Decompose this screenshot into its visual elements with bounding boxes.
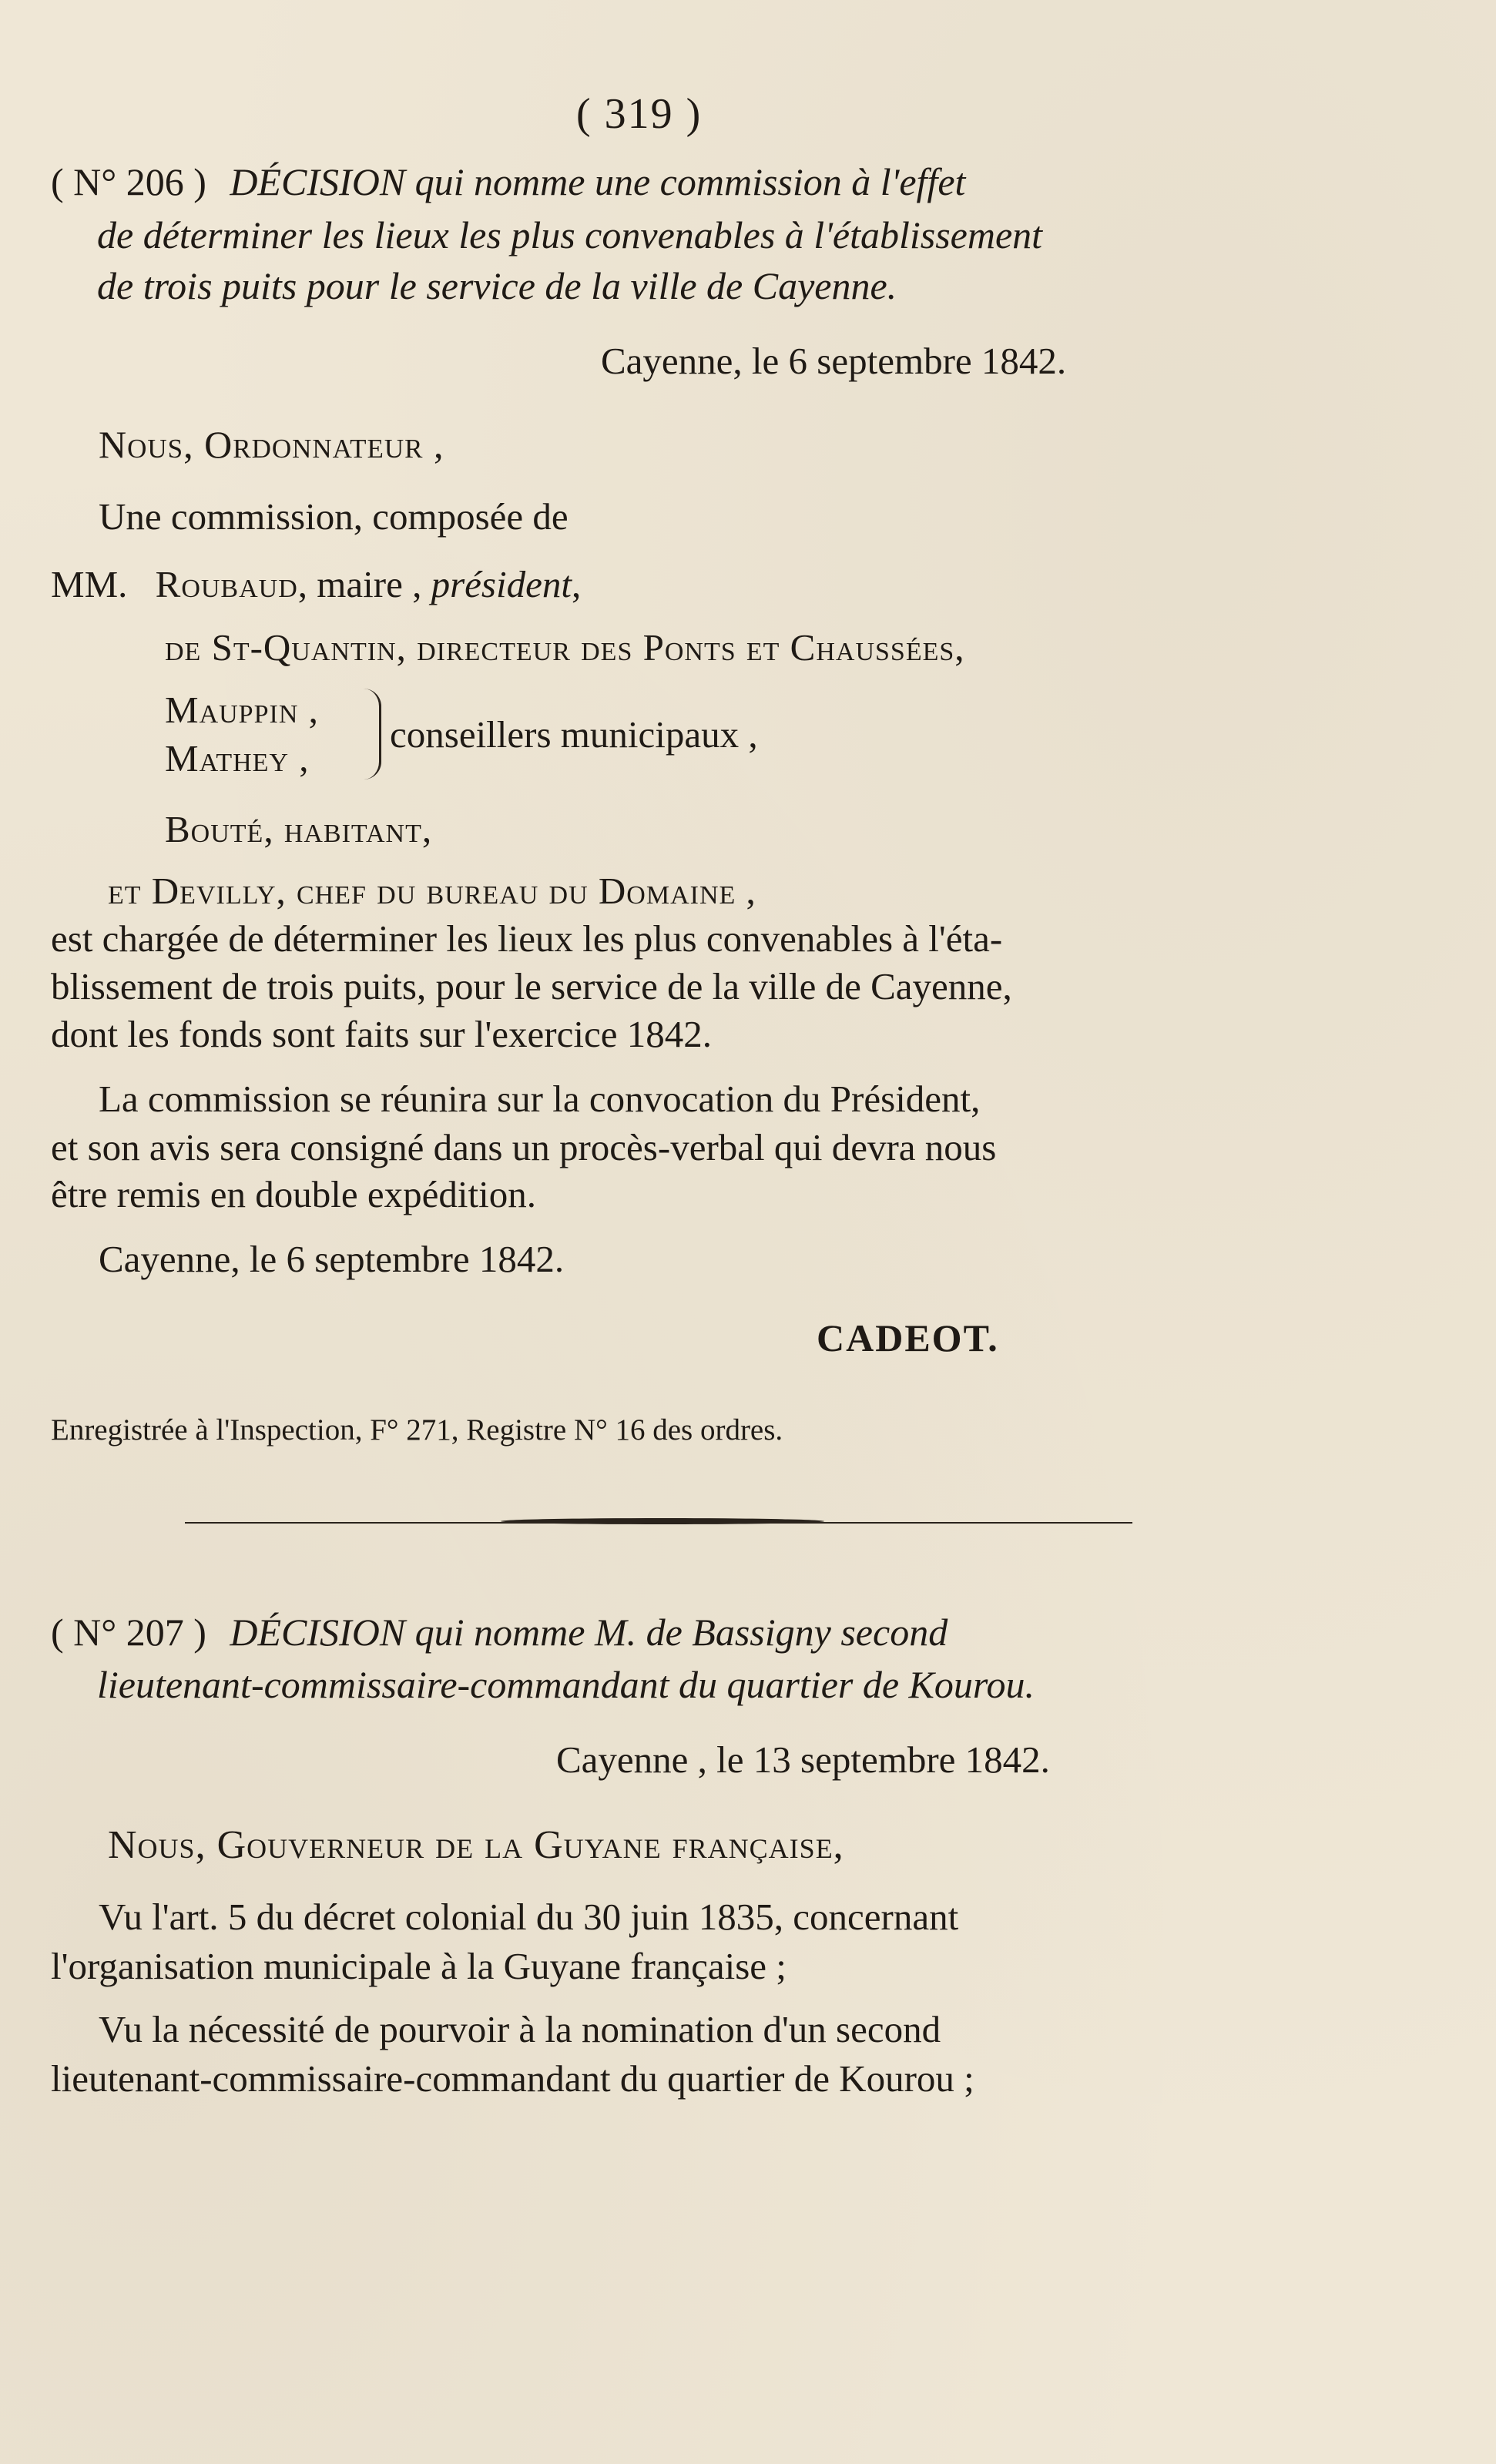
decision-206-para1-line3: dont les fonds sont faits sur l'exercice 1842. (51, 1013, 712, 1055)
decision-207-nous: Nous, Gouverneur de la Guyane française, (108, 1823, 844, 1867)
decision-206-title-line-1 (51, 159, 1268, 204)
decision-207-number: ( N° 207 ) (51, 1611, 206, 1654)
brace-mark (364, 689, 381, 779)
decision-206-number: ( N° 206 ) (51, 160, 206, 203)
decision-207-vu2-line1: Vu la nécessité de pourvoir à la nomination d'un second (99, 2008, 941, 2050)
decision-206-conseillers: conseillers municipaux , (390, 713, 758, 756)
decision-207-dateline: Cayenne , le 13 septembre 1842. (556, 1738, 1050, 1781)
roubaud-title: président (431, 563, 572, 605)
section-divider-swell (501, 1518, 824, 1524)
decision-206-devilly: et Devilly, chef du bureau du Domaine , (108, 870, 756, 912)
decision-206-title-line-3: de trois puits pour le service de la ville de Cayenne. (97, 264, 897, 307)
decision-206-para2-line2: et son avis sera consigné dans un procès-verbal qui devra nous (51, 1126, 997, 1168)
decision-206-para2-line3: être remis en double expédition. (51, 1173, 536, 1215)
decision-206-para1-line1: est chargée de déterminer les lieux les plus convenables à l'éta- (51, 917, 1003, 960)
decision-206-intro: Une commission, composée de (99, 495, 569, 538)
decision-207-vu1-line2: l'organisation municipale à la Guyane française ; (51, 1945, 787, 1987)
decision-206-para2-line1: La commission se réunira sur la convocation du Président, (99, 1078, 981, 1120)
decision-206-closing-date: Cayenne, le 6 septembre 1842. (99, 1238, 565, 1280)
decision-206-registration: Enregistrée à l'Inspection, F° 271, Registre N° 16 des ordres. (51, 1413, 783, 1447)
mm-label: MM. (51, 563, 128, 605)
decision-207-title-line-1 (51, 1610, 948, 1654)
decision-206-signature: CADEOT. (817, 1316, 999, 1359)
decision-206-title-rest: DÉCISION qui nomme une commission à l'effet (230, 160, 966, 203)
decision-207-title-rest: DÉCISION qui nomme M. de Bassigny second (230, 1611, 948, 1654)
decision-207-vu2-line2: lieutenant-commissaire-commandant du quartier de Kourou ; (51, 2057, 974, 2100)
decision-206-members-line-1: MM. Roubaud, maire , président, (51, 563, 582, 605)
decision-207-title-line-2: lieutenant-commissaire-commandant du quartier de Kourou. (97, 1663, 1035, 1706)
decision-206-boute: Bouté, habitant, (165, 808, 433, 850)
decision-206-dateline: Cayenne, le 6 septembre 1842. (601, 340, 1067, 382)
roubaud-name: Roubaud (155, 563, 298, 605)
decision-207-vu1-line1: Vu l'art. 5 du décret colonial du 30 juin 1835, concernant (99, 1896, 959, 1938)
decision-206-title-line-2: de déterminer les lieux les plus convenables à l'établissement (97, 213, 1043, 256)
decision-206-para1-line2: blissement de trois puits, pour le service de la ville de Cayenne, (51, 965, 1012, 1007)
decision-206-mathey: Mathey , (165, 737, 310, 779)
decision-206-mauppin: Mauppin , (165, 689, 319, 731)
decision-206-nous: Nous, Ordonnateur , (99, 423, 444, 466)
decision-206-stquentin: de St-Quantin, directeur des Ponts et Chaussées, (165, 626, 965, 669)
page-number: ( 319 ) (576, 90, 703, 138)
roubaud-role: , maire , (297, 563, 422, 605)
